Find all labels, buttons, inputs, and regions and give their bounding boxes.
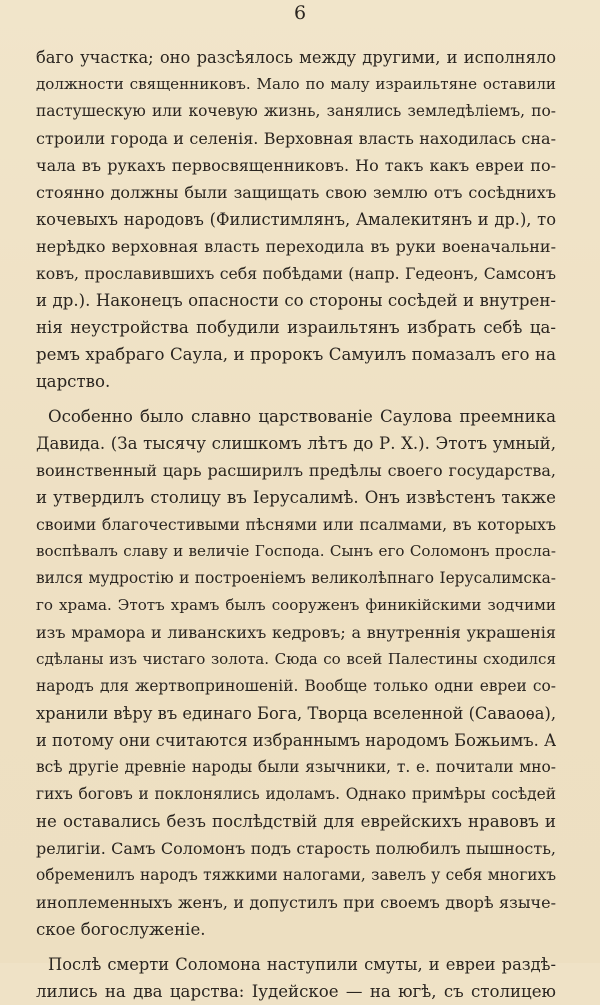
- text-line: должности священниковъ. Мало по малу израильтяне оставили: [36, 75, 556, 93]
- text-line: лились на два царства: Іудейское — на югѣ, съ столицею: [36, 982, 556, 1001]
- text-line: ремъ храбраго Саула, и пророкъ Самуилъ помазалъ его на: [36, 345, 556, 364]
- text-line: хранили вѣру въ единаго Бога, Творца вселенной (Саваоѳа),: [36, 704, 556, 723]
- paragraph: [36, 951, 556, 1005]
- paragraph: [36, 403, 556, 943]
- page-number: 6: [293, 2, 307, 24]
- text-line: сдѣланы изъ чистаго золота. Сюда со всей Палестины сходился: [36, 650, 556, 668]
- text-line: своими благочестивыми пѣснями или псалмами, въ которыхъ: [36, 515, 556, 534]
- text-line: воспѣвалъ славу и величіе Господа. Сынъ его Соломонъ просла-: [36, 542, 556, 560]
- text-line: обременилъ народъ тяжкими налогами, завелъ у себя многихъ: [36, 866, 556, 884]
- text-line: воинственный царь расширилъ предѣлы своего государства,: [36, 461, 556, 480]
- paragraph: [36, 44, 556, 395]
- text-line: стоянно должны были защищать свою землю отъ сосѣднихъ: [36, 183, 556, 202]
- text-line: и утвердилъ столицу въ Іерусалимѣ. Онъ извѣстенъ также: [36, 488, 556, 507]
- text-line: строили города и селенія. Верховная власть находилась сна-: [36, 129, 556, 148]
- text-line: Особенно было славно царствованіе Саулова преемника: [48, 407, 556, 426]
- text-line: го храма. Этотъ храмъ былъ сооруженъ финикійскими зодчими: [36, 596, 556, 614]
- text-line: чала въ рукахъ первосвященниковъ. Но такъ какъ евреи по-: [36, 156, 556, 175]
- text-line: пастушескую или кочевую жизнь, занялись земледѣліемъ, по-: [36, 102, 556, 120]
- text-line: нерѣдко верховная власть переходила въ руки военачальни-: [36, 237, 556, 256]
- text-line: Послѣ смерти Соломона наступили смуты, и евреи раздѣ-: [48, 955, 556, 974]
- text-line: ковъ, прославившихъ себя побѣдами (напр. Гедеонъ, Самсонъ: [36, 264, 556, 283]
- text-line: иноплеменныхъ женъ, и допустилъ при своемъ дворѣ языче-: [36, 893, 556, 912]
- text-line: и потому они считаются избраннымъ народомъ Божьимъ. А: [36, 731, 556, 750]
- text-line: кочевыхъ народовъ (Филистимлянъ, Амалекитянъ и др.), то: [36, 210, 556, 229]
- text-line: всѣ другіе древніе народы были язычники, т. е. почитали мно-: [36, 758, 556, 776]
- text-line: Давида. (За тысячу слишкомъ лѣтъ до Р. Х.). Этотъ умный,: [36, 434, 556, 453]
- body-text: [36, 44, 556, 1005]
- paragraph-gap: [36, 943, 556, 951]
- text-line: религіи. Самъ Соломонъ подъ старость полюбилъ пышность,: [36, 839, 556, 858]
- text-line: баго участка; оно разсѣялось между другими, и исполняло: [36, 48, 556, 67]
- text-line: народъ для жертвоприношеній. Вообще только одни евреи со-: [36, 677, 556, 695]
- paragraph-gap: [36, 395, 556, 403]
- text-line: нія неустройства побудили израильтянъ избрать себѣ ца-: [36, 318, 556, 337]
- text-line: не оставались безъ послѣдствій для еврейскихъ нравовъ и: [36, 812, 556, 831]
- text-line: царство.: [36, 372, 111, 391]
- text-line: и др.). Наконецъ опасности со стороны сосѣдей и внутрен-: [36, 291, 556, 310]
- text-line: гихъ боговъ и поклонялись идоламъ. Однако примѣры сосѣдей: [36, 785, 556, 803]
- text-line: вился мудростію и построеніемъ великолѣпнаго Іерусалимска-: [36, 569, 556, 587]
- text-line: ское богослуженіе.: [36, 920, 206, 939]
- text-line: изъ мрамора и ливанскихъ кедровъ; а внутреннія украшенія: [36, 623, 556, 642]
